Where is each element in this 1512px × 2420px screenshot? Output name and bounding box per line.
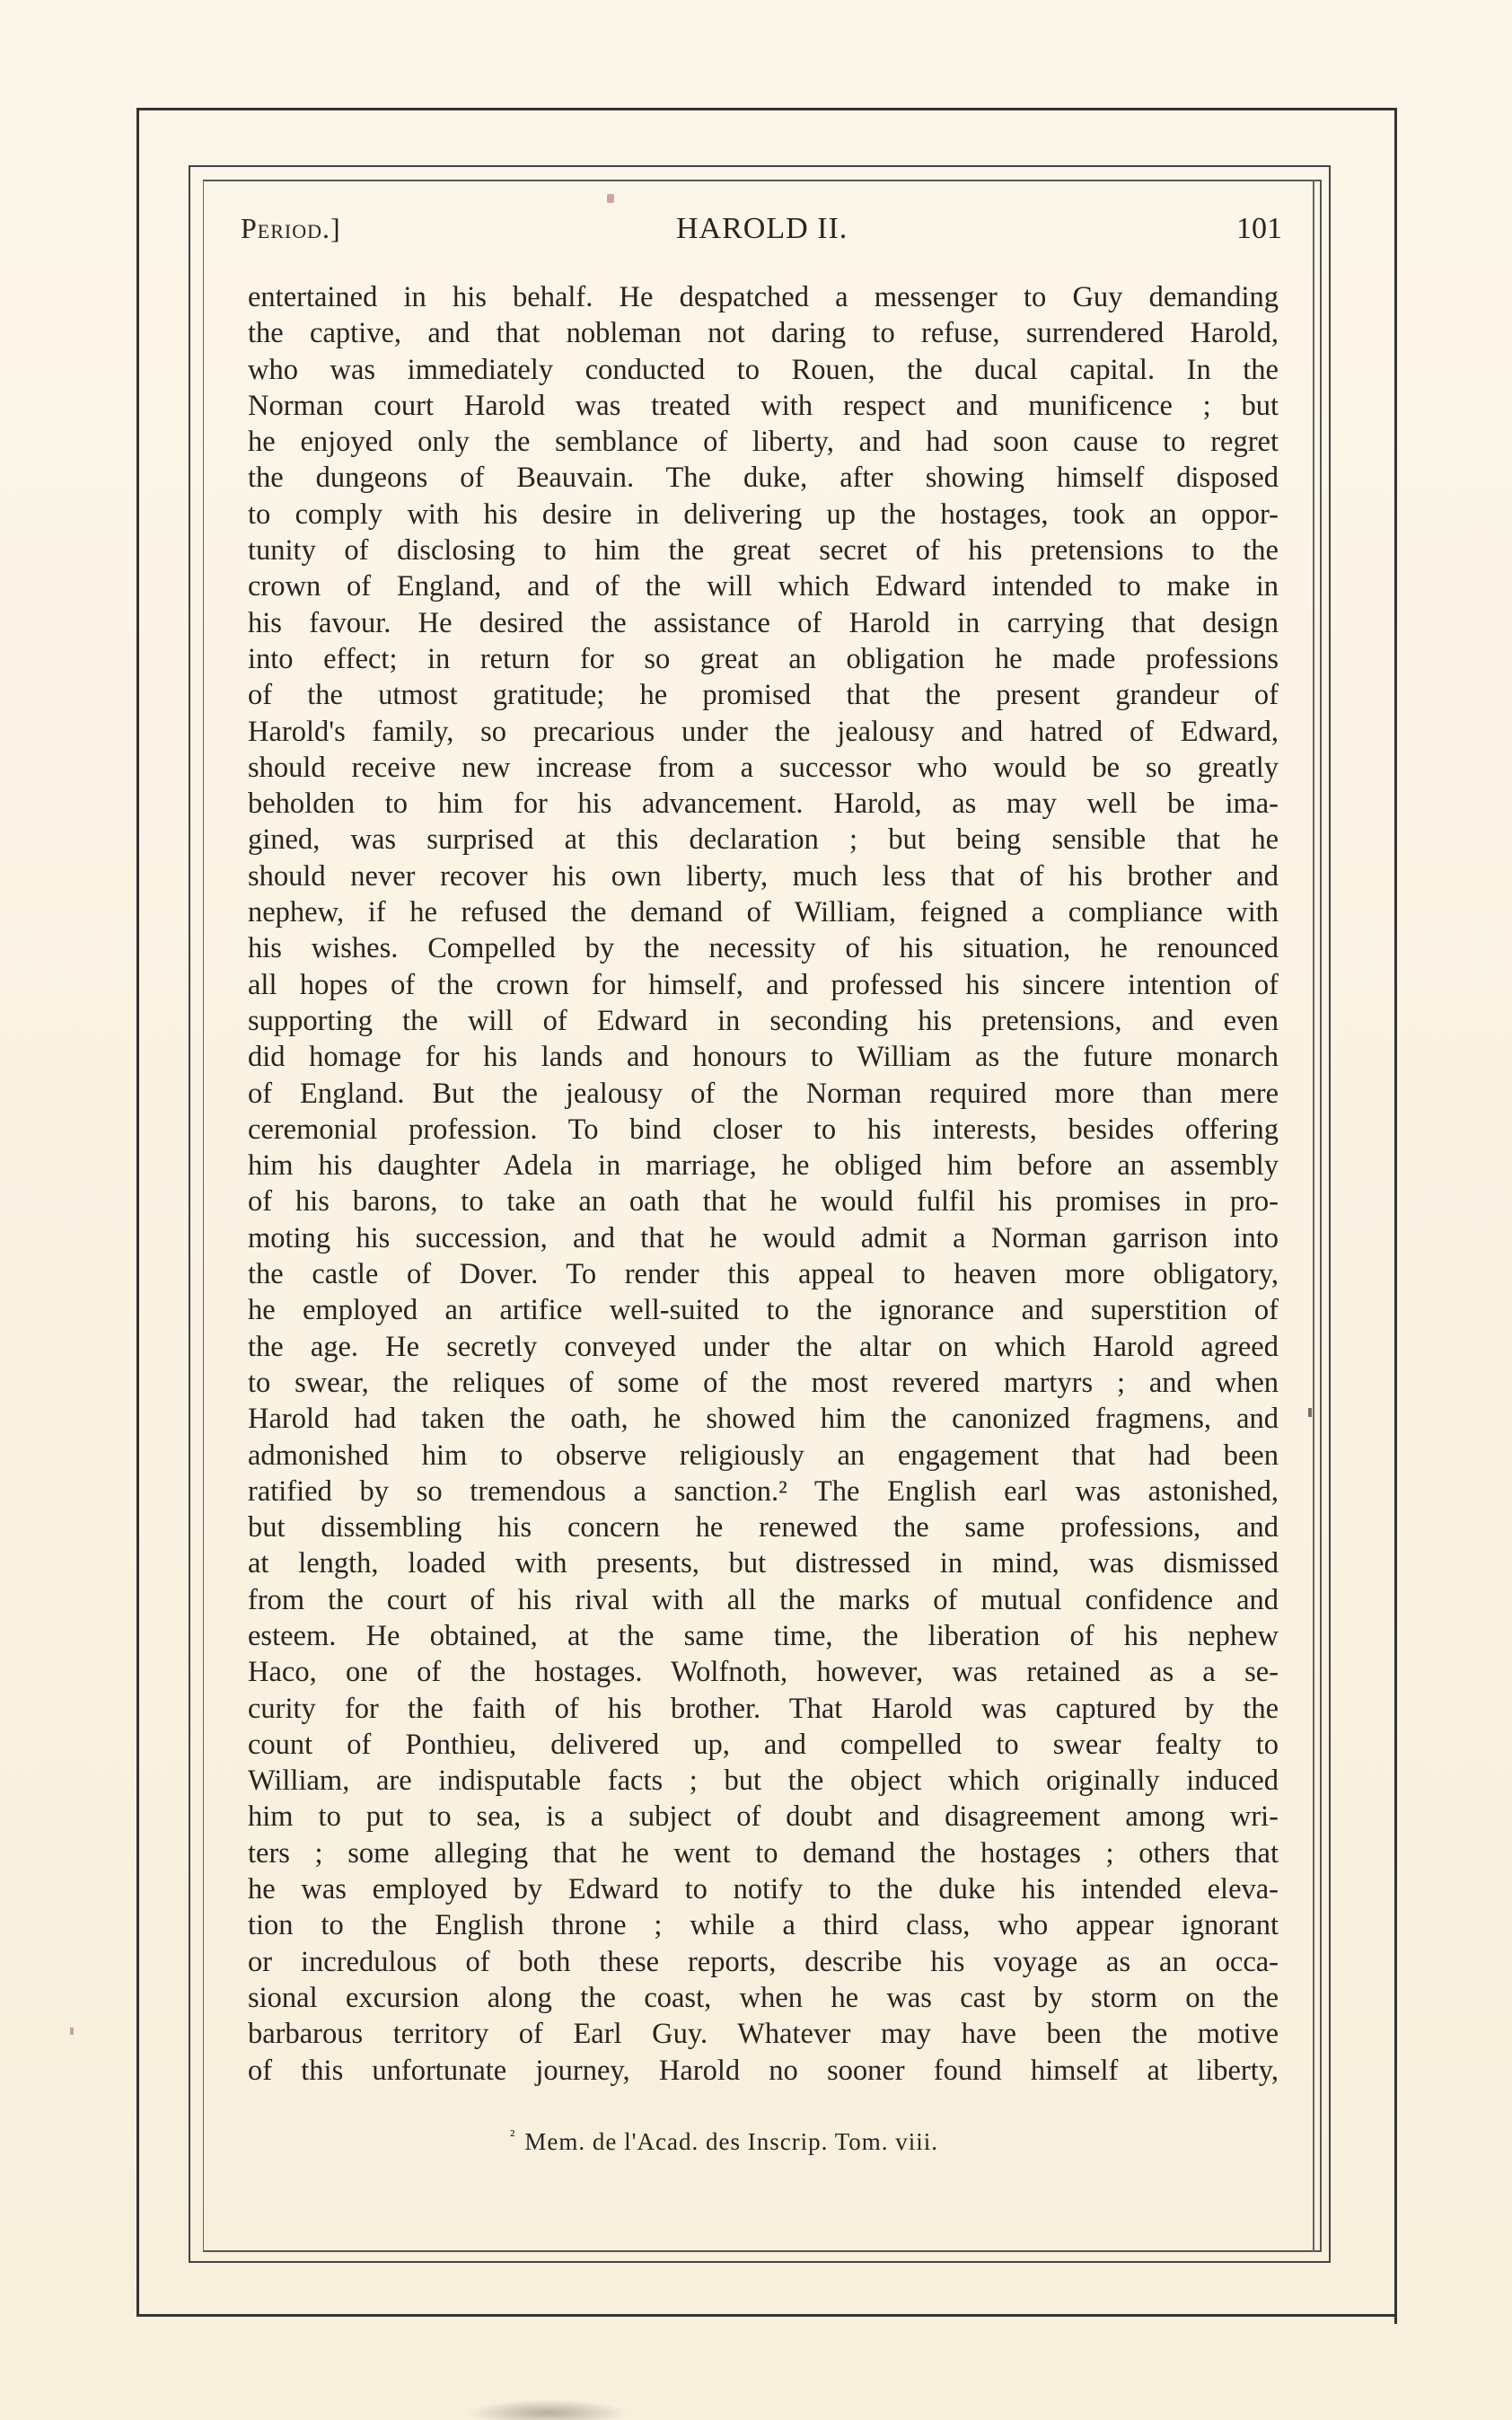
text-line: ters ; some alleging that he went to demand the hostages ; others that xyxy=(248,1836,1279,1870)
text-line: curity for the faith of his brother. That Harold was captured by the xyxy=(248,1692,1279,1725)
text-line: barbarous territory of Earl Guy. Whatever may have been the motive xyxy=(248,2018,1279,2051)
text-line: count of Ponthieu, delivered up, and compelled to swear fealty to xyxy=(248,1728,1279,1761)
text-line: all hopes of the crown for himself, and professed his sincere intention of xyxy=(248,968,1279,1001)
text-line: of his barons, to take an oath that he would fulfil his promises in pro- xyxy=(248,1185,1279,1219)
text-line: Harold had taken the oath, he showed him the canonized fragmens, and xyxy=(248,1403,1279,1436)
text-line: crown of England, and of the will which Edward intended to make in xyxy=(248,570,1279,603)
text-line: admonished him to observe religiously an engagement that had been xyxy=(248,1439,1279,1472)
text-line: esteem. He obtained, at the same time, the liberation of his nephew xyxy=(248,1619,1279,1652)
text-line: supporting the will of Edward in seconding his pretensions, and even xyxy=(248,1004,1279,1037)
text-line: Haco, one of the hostages. Wolfnoth, however, was retained as a se- xyxy=(248,1656,1279,1689)
text-line: his favour. He desired the assistance of Harold in carrying that design xyxy=(248,606,1279,639)
text-line: the dungeons of Beauvain. The duke, after showing himself disposed xyxy=(248,462,1279,495)
margin-mark xyxy=(1308,1408,1312,1417)
text-line: he employed an artifice well-suited to the ignorance and superstition of xyxy=(248,1294,1279,1327)
footnote xyxy=(510,2126,938,2156)
head-ornament xyxy=(607,194,614,203)
inner-border-rule xyxy=(1313,180,1314,2252)
text-line: him to put to sea, is a subject of doubt and disagreement among wri- xyxy=(248,1800,1279,1834)
border-extension xyxy=(1394,2299,1397,2324)
text-line: gined, was surprised at this declaration ; but being sensible that he xyxy=(248,823,1279,857)
text-line: his wishes. Compelled by the necessity of his situation, he renounced xyxy=(248,932,1279,965)
text-line: ceremonial profession. To bind closer to his interests, besides offering xyxy=(248,1113,1279,1146)
text-line: to comply with his desire in delivering up the hostages, took an oppor- xyxy=(248,497,1279,531)
margin-speck xyxy=(70,2028,74,2035)
text-line: of this unfortunate journey, Harold no sooner found himself at liberty, xyxy=(248,2054,1279,2087)
text-line: he enjoyed only the semblance of liberty, and had soon cause to regret xyxy=(248,426,1279,459)
text-line: should receive new increase from a successor who would be so greatly xyxy=(248,751,1279,784)
text-line: from the court of his rival with all the marks of mutual confidence and xyxy=(248,1583,1279,1616)
text-line: ratified by so tremendous a sanction.² The English earl was astonished, xyxy=(248,1474,1279,1508)
section-label: Period.] xyxy=(241,212,341,244)
text-line: Harold's family, so precarious under the jealousy and hatred of Edward, xyxy=(248,715,1279,748)
text-line: Norman court Harold was treated with respect and munificence ; but xyxy=(248,389,1279,422)
text-line: the age. He secretly conveyed under the altar on which Harold agreed xyxy=(248,1330,1279,1363)
text-line: but dissembling his concern he renewed the same professions, and xyxy=(248,1511,1279,1544)
text-line: entertained in his behalf. He despatched a messenger to Guy demanding xyxy=(248,281,1279,313)
footnote-mark: ² xyxy=(510,2126,516,2144)
running-head xyxy=(241,212,1282,253)
body-text xyxy=(248,279,1279,2089)
text-line: the castle of Dover. To render this appeal to heaven more obligatory, xyxy=(248,1258,1279,1291)
text-line: did homage for his lands and honours to William as the future monarch xyxy=(248,1041,1279,1074)
text-line: he was employed by Edward to notify to the duke his intended eleva- xyxy=(248,1873,1279,1906)
text-line: tunity of disclosing to him the great secret of his pretensions to the xyxy=(248,534,1279,568)
text-line: at length, loaded with presents, but distressed in mind, was dismissed xyxy=(248,1547,1279,1580)
text-line: sional excursion along the coast, when he was cast by storm on the xyxy=(248,1981,1279,2014)
page-title: HAROLD II. xyxy=(676,212,848,245)
text-line: or incredulous of both these reports, describe his voyage as an occa- xyxy=(248,1945,1279,1978)
text-line: William, are indisputable facts ; but the object which originally induced xyxy=(248,1764,1279,1798)
text-line: nephew, if he refused the demand of William, feigned a compliance with xyxy=(248,896,1279,929)
page-smudge xyxy=(467,2399,629,2420)
page-number: 101 xyxy=(1236,212,1282,245)
text-line: beholden to him for his advancement. Harold, as may well be ima- xyxy=(248,788,1279,821)
text-line: moting his succession, and that he would admit a Norman garrison into xyxy=(248,1221,1279,1254)
text-line: who was immediately conducted to Rouen, the ducal capital. In the xyxy=(248,353,1279,386)
text-line: of the utmost gratitude; he promised that the present grandeur of xyxy=(248,679,1279,712)
text-line: of England. But the jealousy of the Norman required more than mere xyxy=(248,1077,1279,1110)
footnote-text: Mem. de l'Acad. des Inscrip. Tom. viii. xyxy=(524,2128,939,2155)
text-line: the captive, and that nobleman not daring to refuse, surrendered Harold, xyxy=(248,317,1279,350)
text-line: tion to the English throne ; while a third class, who appear ignorant xyxy=(248,1909,1279,1942)
text-line: him his daughter Adela in marriage, he obliged him before an assembly xyxy=(248,1149,1279,1183)
text-line: should never recover his own liberty, much less that of his brother and xyxy=(248,859,1279,893)
text-line: to swear, the reliques of some of the most revered martyrs ; and when xyxy=(248,1366,1279,1399)
text-line: into effect; in return for so great an obligation he made professions xyxy=(248,642,1279,675)
